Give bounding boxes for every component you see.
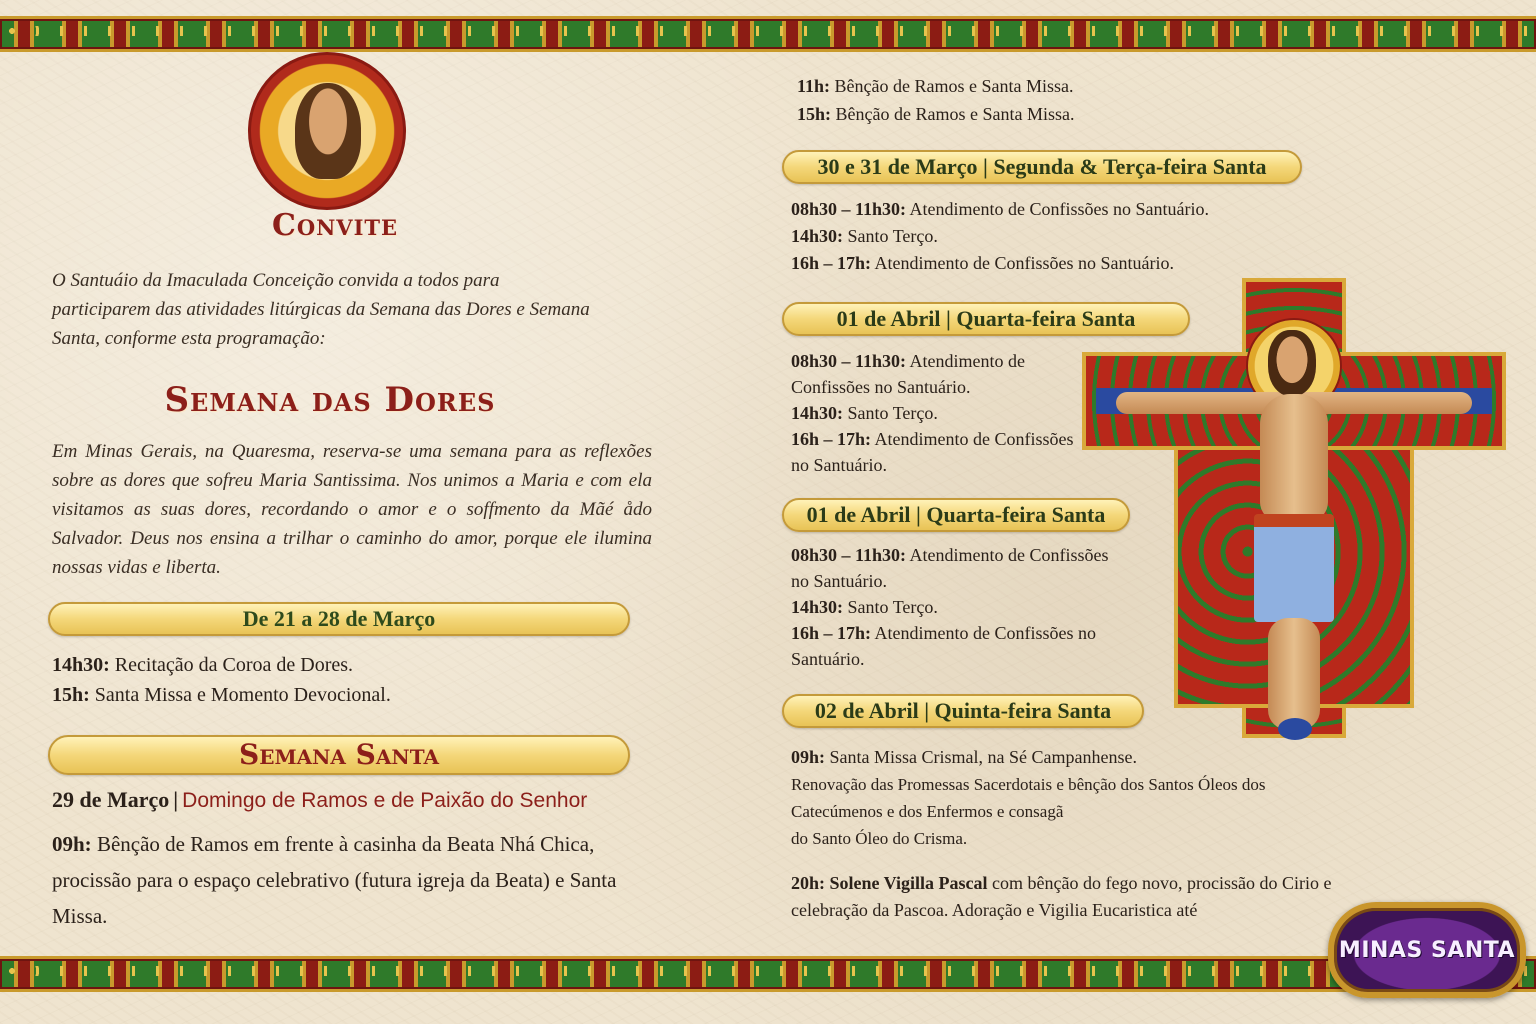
christ-icon-medallion	[248, 52, 406, 210]
schedule-01-abril-repeat	[791, 542, 1131, 672]
schedule-item: 08h30 – 11h30: Atendimento de Confissões no Santuário.	[791, 199, 1210, 219]
schedule-item-detail: Renovação das Promessas Sacerdotais e bênção dos Santos Óleos dos Catecúmenos e dos Enfermos e consagã	[791, 775, 1266, 821]
ramos-heading: 29 de Março | Domingo de Ramos e de Paixão do Senhor	[52, 787, 588, 812]
schedule-item: 08h30 – 11h30: Atendimento de Confissões no Santuário.	[791, 545, 1109, 591]
banner-semana-santa: Semana Santa	[48, 735, 630, 775]
top-ornamental-border	[0, 16, 1536, 52]
semana-dores-title: Semana das Dores	[164, 380, 496, 420]
convite-title: Convite	[271, 208, 399, 243]
banner-01-abril-repeat: 01 de Abril | Quarta-feira Santa	[782, 498, 1130, 532]
schedule-item: 15h: Santa Missa e Momento Devocional.	[52, 684, 391, 706]
schedule-item: 16h – 17h: Atendimento de Confissões no Santuário.	[791, 623, 1097, 669]
schedule-item: 14h30: Santo Terço.	[791, 597, 938, 617]
ramos-schedule: 09h: Bênção de Ramos em frente à casinha da Beata Nhá Chica, procissão para o espaço celebrativo (futura igreja da Beata) e Santa Missa.	[52, 832, 617, 928]
schedule-item: 08h30 – 11h30: Atendimento de Confissões no Santuário.	[791, 351, 1026, 397]
convite-intro: O Santuáio da Imaculada Conceição convida a todos para participarem das atividades litúrgicas da Semana das Dores e Semana Santa, conforme esta programação:	[52, 270, 590, 349]
ramos-title: Domingo de Ramos e de Paixão do Senhor	[182, 789, 588, 812]
schedule-item-detail: do Santo Óleo do Crisma.	[791, 829, 968, 848]
schedule-30-31-marco	[791, 196, 1351, 277]
schedule-02-abril	[791, 744, 1351, 852]
dores-schedule	[52, 650, 632, 710]
schedule-item: 14h30: Recitação da Coroa de Dores.	[52, 654, 354, 676]
bottom-ornamental-border	[0, 956, 1536, 992]
schedule-item: 16h – 17h: Atendimento de Confissões no Santuário.	[791, 429, 1074, 475]
banner-21-28-marco: De 21 a 28 de Março	[48, 602, 630, 636]
schedule-item: 14h30: Santo Terço.	[791, 403, 938, 423]
ramos-date: 29 de Março	[52, 787, 170, 812]
schedule-item: 09h: Santa Missa Crismal, na Sé Campanhense.	[791, 747, 1137, 767]
ramos-continued-schedule	[797, 72, 1397, 128]
semana-dores-text: Em Minas Gerais, na Quaresma, reserva-se uma semana para as reflexões sobre as dores que sofreu Maria Santissima. Nos unimos a Maria e com ela visitamos as suas dores, recordando o amor e o soffmento da Mãé ådo Salvador. Deus nos ensina a trilhar o caminho do amor, porque ele ilumina nossas vidas e liberta.	[52, 441, 652, 578]
schedule-item: 14h30: Santo Terço.	[791, 226, 938, 246]
vigilia-pascal-schedule: 20h: Solene Vigilla Pascal com bênção do fego novo, procissão do Cirio e celebração da Pascoa. Adoração e Vigilia Eucaristica até	[791, 873, 1332, 920]
schedule-item: 11h: Bênção de Ramos e Santa Missa.	[797, 76, 1074, 96]
san-damiano-cross-image	[1082, 278, 1506, 738]
banner-01-abril: 01 de Abril | Quarta-feira Santa	[782, 302, 1190, 336]
banner-02-abril: 02 de Abril | Quinta-feira Santa	[782, 694, 1144, 728]
schedule-01-abril	[791, 348, 1091, 478]
minas-santa-logo: MINAS SANTA	[1328, 902, 1526, 998]
schedule-item: 16h – 17h: Atendimento de Confissões no Santuário.	[791, 253, 1174, 273]
banner-30-31-marco: 30 e 31 de Março | Segunda & Terça-feira Santa	[782, 150, 1302, 184]
schedule-item: 15h: Bênção de Ramos e Santa Missa.	[797, 104, 1075, 124]
